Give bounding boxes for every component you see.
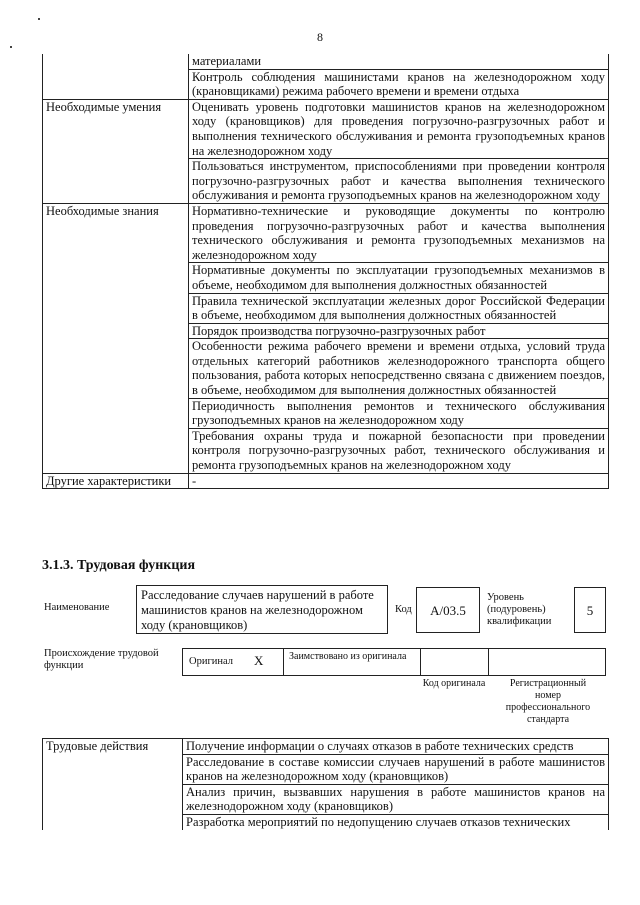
- origin-divider: [488, 648, 489, 676]
- table-cell: [183, 784, 609, 814]
- table-row: [43, 473, 609, 489]
- table-cell: [189, 428, 609, 473]
- table-cell: [189, 398, 609, 428]
- labour-actions-table: [42, 738, 609, 830]
- cell-text: Нормативные документы по эксплуатации грузоподъемных механизмов в объеме, необходимом для выполнения должностных обязанностей: [192, 263, 605, 292]
- table-cell: [189, 293, 609, 323]
- cell-text: Порядок производства погрузочно-разгрузочных работ: [192, 323, 486, 338]
- table-row: [43, 54, 609, 69]
- reg-caption: Регистрационный номер профессионального стандарта: [505, 678, 591, 725]
- origin-label: Происхождение трудовой функции: [44, 648, 159, 671]
- code-label: Код: [395, 604, 412, 615]
- section-title: 3.1.3. Трудовая функция: [42, 558, 196, 573]
- cell-text: Особенности режима рабочего времени и времени отдыха, условий труда отдельных категорий работников железнодорожного транспорта общего пользования, работа которых непосредственно связана с движением поездов, в объеме, необходимом для выполнения должностных обязанностей: [192, 339, 605, 398]
- cell-text: Нормативно-технические и руководящие документы по контролю проведения погрузочно-разгрузочных работ и качества выполнения технического обслуживания и ремонта грузоподъемных механизмов на железнодорожном ходу: [192, 203, 605, 262]
- table-cell: -: [189, 473, 609, 489]
- borrowed-label: Заимствовано из оригинала: [289, 651, 407, 662]
- name-label: Наименование: [44, 602, 110, 613]
- row-label: Необходимые знания: [43, 203, 189, 473]
- row-label: Трудовые действия: [43, 739, 183, 830]
- function-name: Расследование случаев нарушений в работе машинистов кранов на железнодорожном ходу (крановщиков): [141, 588, 374, 632]
- cell-text: Правила технической эксплуатации железных дорог Российской Федерации в объеме, необходимом для выполнения должностных обязанностей: [192, 293, 605, 323]
- table-row: [43, 203, 609, 262]
- table-cell: материалами: [189, 54, 609, 69]
- table-cell: [189, 99, 609, 158]
- table-row: [43, 99, 609, 158]
- scan-mark: [38, 18, 40, 20]
- table-cell: [189, 159, 609, 204]
- table-cell: [189, 339, 609, 398]
- level-box: [574, 587, 606, 633]
- row-label: Необходимые умения: [43, 99, 189, 203]
- origin-divider: [283, 648, 284, 676]
- code-box: [416, 587, 480, 633]
- cell-text: Оценивать уровень подготовки машинистов кранов на железнодорожном ходу (крановщиков) для проведения погрузочно-разгрузочных работ и выполнения технического обслуживания и ремонта грузоподъемных кранов на железнодорожном ходу: [192, 99, 605, 158]
- cell-text: Пользоваться инструментом, приспособлениями при проведении контроля погрузочно-разгрузочных работ и качества выполнения технического обслуживания и ремонта грузоподъемных кранов на железнодорожном ходу: [192, 159, 605, 203]
- table-cell: [189, 263, 609, 293]
- cell-text: Анализ причин, вызвавших нарушения в работе машинистов кранов на железнодорожном ходу (крановщиков): [186, 784, 605, 814]
- level-value: 5: [586, 603, 594, 618]
- original-mark: X: [254, 653, 264, 668]
- table-row: [43, 739, 609, 755]
- cell-text: Разработка мероприятий по недопущению случаев отказов технических: [186, 814, 571, 829]
- scan-mark: [10, 46, 12, 48]
- page-number: 8: [317, 30, 323, 44]
- cell-text: Периодичность выполнения ремонтов и технического обслуживания грузоподъемных кранов на железнодорожном ходу: [192, 398, 605, 428]
- level-label: Уровень (подуровень) квалификации: [487, 592, 552, 627]
- table-cell: [183, 814, 609, 829]
- skills-knowledge-table: [42, 54, 609, 489]
- cell-text: Получение информации о случаях отказов в работе технических средств: [186, 739, 574, 753]
- cell-text: Контроль соблюдения машинистами кранов на железнодорожном ходу (крановщиками) режима рабочего времени и времени отдыха: [192, 69, 605, 99]
- table-cell: [189, 203, 609, 262]
- code-value: А/03.5: [430, 603, 466, 618]
- cell-text: Расследование в составе комиссии случаев нарушений в работе машинистов кранов на железнодорожном ходу (крановщиков): [186, 754, 605, 784]
- table-cell: [189, 69, 609, 99]
- function-name-box: [136, 585, 388, 634]
- original-label: Оригинал: [189, 656, 233, 667]
- table-cell: [183, 739, 609, 755]
- code-caption: Код оригинала: [422, 678, 486, 689]
- table-cell: [183, 754, 609, 784]
- cell-text: Требования охраны труда и пожарной безопасности при проведении контроля погрузочно-разгрузочных работ, технического обслуживания и ремонта грузоподъемных кранов на железнодорожном ходу: [192, 428, 605, 473]
- row-label: [43, 54, 189, 99]
- row-label: Другие характеристики: [43, 473, 189, 489]
- table-cell: [189, 323, 609, 339]
- origin-divider: [420, 648, 421, 676]
